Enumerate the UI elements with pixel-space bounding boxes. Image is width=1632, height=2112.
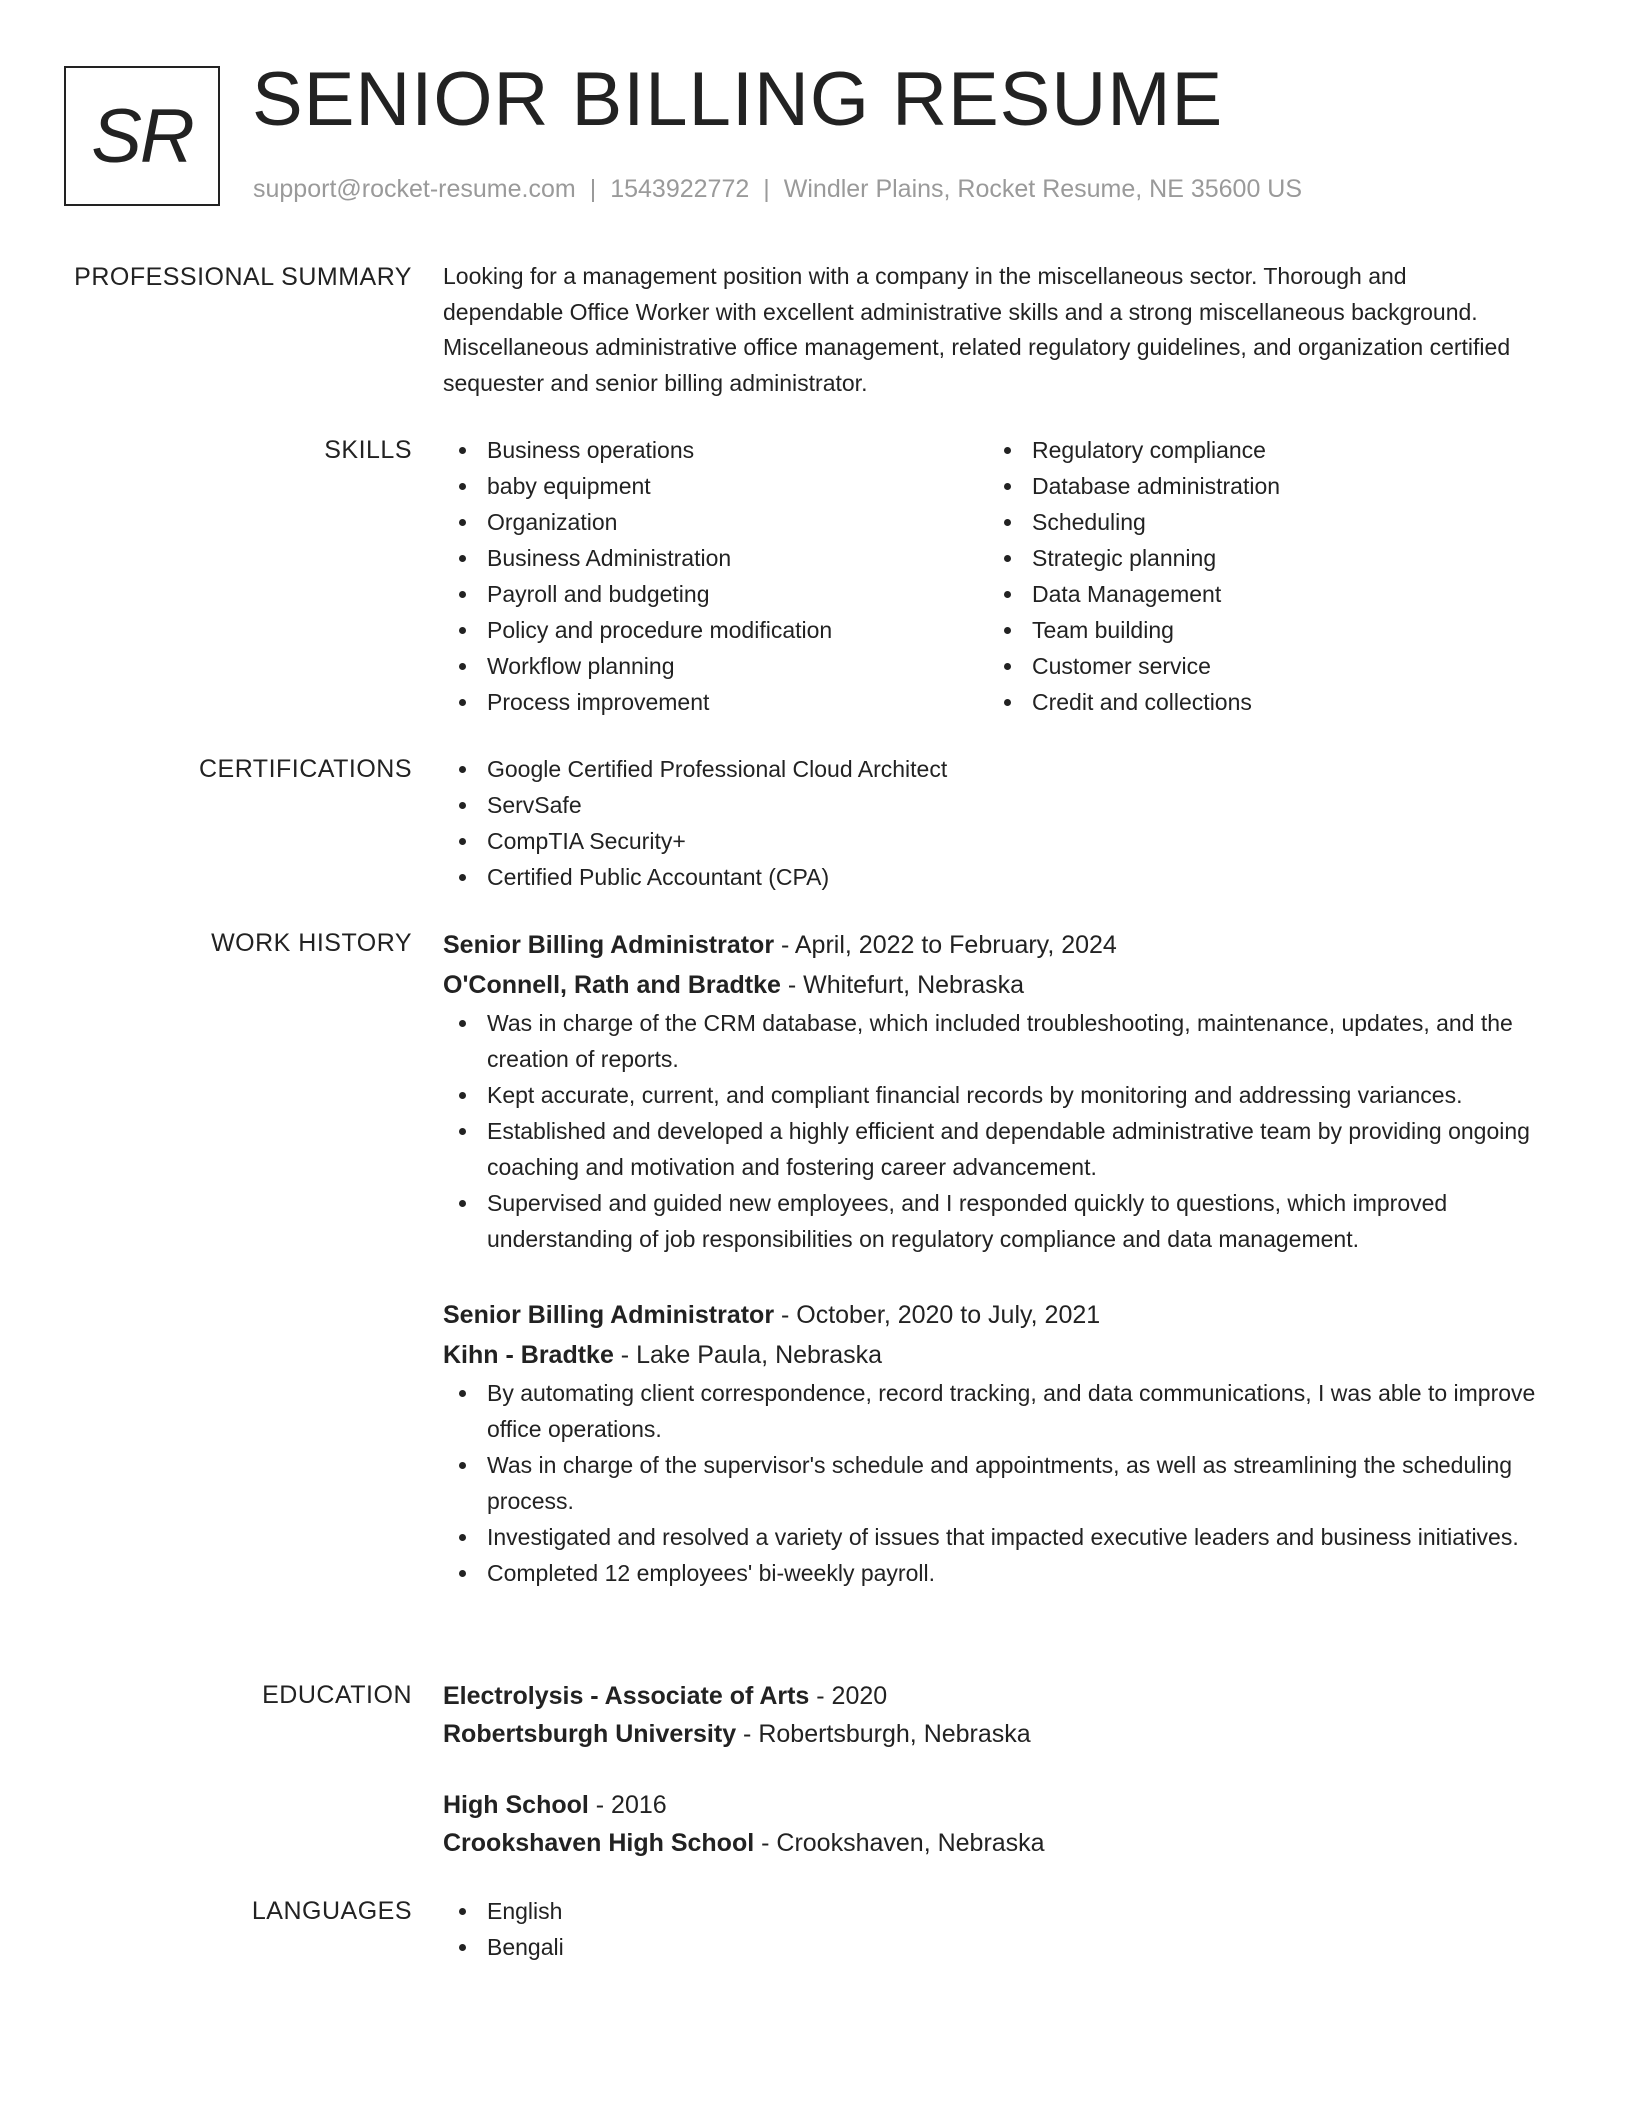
list-item: Strategic planning [988, 540, 1533, 576]
contact-separator: | [763, 175, 770, 203]
job-title: Senior Billing Administrator [443, 1301, 775, 1329]
job-title-line [443, 925, 1563, 965]
list-item: Payroll and budgeting [443, 576, 988, 612]
list-item: Regulatory compliance [988, 432, 1533, 468]
section-label-work-history: WORK HISTORY [211, 929, 412, 957]
job-location: - Whitefurt, Nebraska [780, 971, 1025, 999]
list-item: baby equipment [443, 468, 988, 504]
list-item: Database administration [988, 468, 1533, 504]
list-item: Team building [988, 612, 1533, 648]
education-school: Robertsburgh University [443, 1720, 737, 1748]
certifications-list [443, 751, 1543, 895]
section-label-education: EDUCATION [262, 1681, 412, 1709]
contact-line [253, 172, 1302, 206]
education-school-line [443, 1715, 1543, 1753]
list-item: Business operations [443, 432, 988, 468]
job-company-line [443, 1335, 1563, 1375]
job-entry [443, 925, 1563, 1257]
education-year: - 2016 [588, 1791, 667, 1819]
list-item: Customer service [988, 648, 1533, 684]
skills-list-left [443, 432, 988, 720]
languages-list [443, 1893, 1543, 1965]
list-item: Was in charge of the supervisor's schedule and appointments, as well as streamlining the scheduling process. [443, 1447, 1563, 1519]
education-entry [443, 1786, 1543, 1862]
education-school: Crookshaven High School [443, 1829, 755, 1857]
skills-body [443, 432, 1543, 720]
summary-text: Looking for a management position with a company in the miscellaneous sector. Thorough and dependable Office Worker with excellent administrative skills and a strong miscellaneous background. Miscellaneous administrative office management, related regulatory guidelines, and organization certified sequester and senior billing administrator. [443, 263, 1511, 396]
list-item: Credit and collections [988, 684, 1533, 720]
list-item: CompTIA Security+ [443, 823, 1543, 859]
resume-title: SENIOR BILLING RESUME [252, 57, 1224, 142]
education-degree: High School [443, 1791, 589, 1819]
list-item: Supervised and guided new employees, and I responded quickly to questions, which improved understanding of job responsibilities on regulatory compliance and data management. [443, 1185, 1563, 1257]
list-item: Business Administration [443, 540, 988, 576]
section-label-summary: PROFESSIONAL SUMMARY [74, 263, 412, 291]
education-degree-line [443, 1677, 1543, 1715]
list-item: Organization [443, 504, 988, 540]
work-history-body [443, 925, 1563, 1591]
monogram-badge: SR [64, 66, 220, 206]
certifications-body [443, 751, 1543, 895]
summary-body [443, 259, 1523, 401]
job-entry [443, 1295, 1563, 1591]
list-item: Certified Public Accountant (CPA) [443, 859, 1543, 895]
list-item: Bengali [443, 1929, 1543, 1965]
job-bullets [443, 1375, 1563, 1591]
list-item: Workflow planning [443, 648, 988, 684]
education-school-line [443, 1824, 1543, 1862]
list-item: ServSafe [443, 787, 1543, 823]
education-body [443, 1677, 1543, 1862]
job-dates: - October, 2020 to July, 2021 [774, 1301, 1101, 1329]
list-item: Investigated and resolved a variety of issues that impacted executive leaders and business initiatives. [443, 1519, 1563, 1555]
section-label-languages: LANGUAGES [251, 1897, 412, 1925]
list-item: Kept accurate, current, and compliant financial records by monitoring and addressing variances. [443, 1077, 1563, 1113]
list-item: English [443, 1893, 1543, 1929]
job-company-line [443, 965, 1563, 1005]
education-entry [443, 1677, 1543, 1753]
list-item: Scheduling [988, 504, 1533, 540]
contact-phone[interactable]: 1543922772 [610, 175, 750, 203]
job-title-line [443, 1295, 1563, 1335]
contact-address: Windler Plains, Rocket Resume, NE 35600 US [783, 175, 1303, 203]
list-item: Completed 12 employees' bi-weekly payroll. [443, 1555, 1563, 1591]
contact-email[interactable]: support@rocket-resume.com [253, 175, 576, 203]
job-dates: - April, 2022 to February, 2024 [774, 931, 1117, 959]
education-location: - Robertsburgh, Nebraska [736, 1720, 1031, 1748]
education-location: - Crookshaven, Nebraska [754, 1829, 1045, 1857]
job-company: Kihn - Bradtke [443, 1341, 614, 1369]
contact-separator: | [589, 175, 597, 203]
job-company: O'Connell, Rath and Bradtke [443, 971, 781, 999]
list-item: Google Certified Professional Cloud Architect [443, 751, 1543, 787]
job-location: - Lake Paula, Nebraska [613, 1341, 883, 1369]
list-item: By automating client correspondence, record tracking, and data communications, I was able to improve office operations. [443, 1375, 1563, 1447]
skills-list-right [988, 432, 1533, 720]
section-label-certifications: CERTIFICATIONS [198, 755, 412, 783]
list-item: Process improvement [443, 684, 988, 720]
education-year: - 2020 [809, 1682, 888, 1710]
education-degree-line [443, 1786, 1543, 1824]
job-bullets [443, 1005, 1563, 1257]
languages-body [443, 1893, 1543, 1965]
education-degree: Electrolysis - Associate of Arts [443, 1682, 810, 1710]
list-item: Data Management [988, 576, 1533, 612]
job-title: Senior Billing Administrator [443, 931, 775, 959]
list-item: Policy and procedure modification [443, 612, 988, 648]
list-item: Established and developed a highly efficient and dependable administrative team by providing ongoing coaching and motivation and fostering career advancement. [443, 1113, 1563, 1185]
section-label-skills: SKILLS [324, 436, 412, 464]
list-item: Was in charge of the CRM database, which included troubleshooting, maintenance, updates, and the creation of reports. [443, 1005, 1563, 1077]
